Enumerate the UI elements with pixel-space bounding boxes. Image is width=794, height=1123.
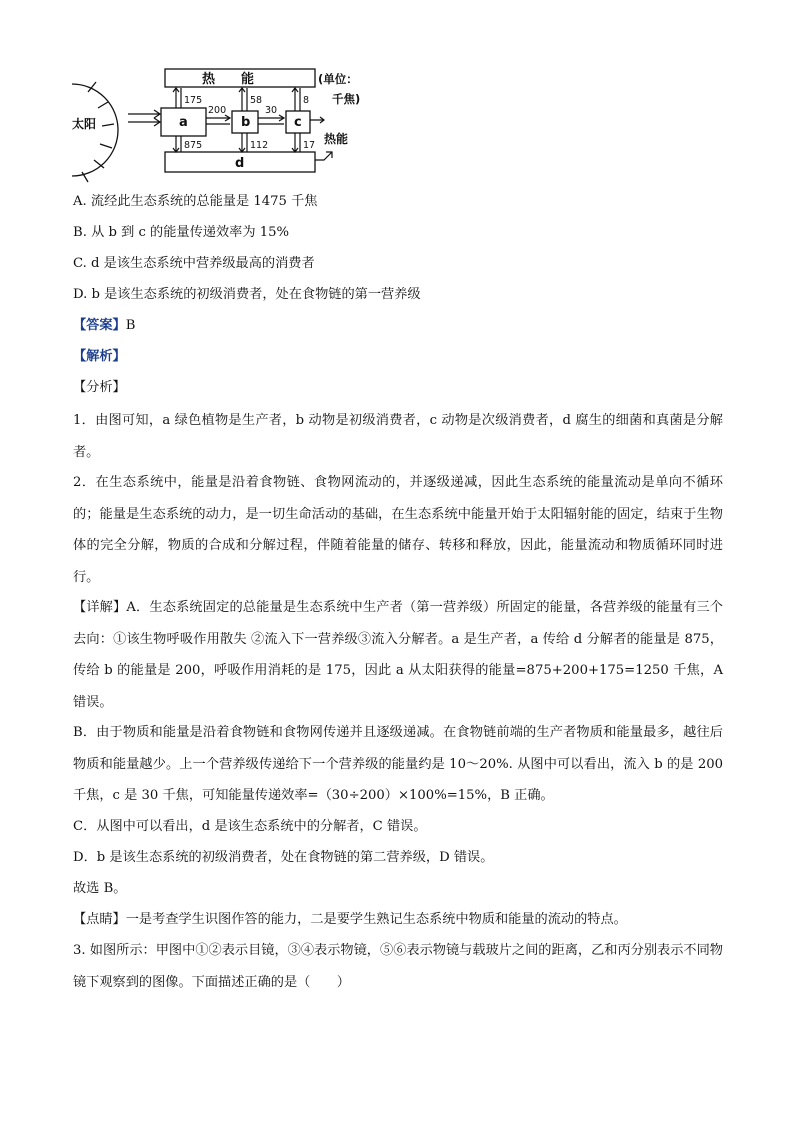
value-a-to-b: 200	[208, 105, 227, 116]
paragraph-3-text: A．生态系统固定的总能量是生态系统中生产者（第一营养级）所固定的能量，各营养级的能量有三个去向：①该生物呼吸作用散失 ②流入下一营养级③流入分解者。a 是生产者，a 传给 d 分解者的能量是 875，传给 b 的能量是 200，呼吸作用消耗的是 175，因此 a 从太阳获得的能量=875+200+175=1250 千焦，A 错误。	[73, 600, 723, 710]
answer-tag: 【答案】	[73, 318, 126, 333]
node-a: a	[179, 115, 188, 130]
value-a-down: 875	[184, 140, 203, 151]
option-c: C. d 是该生态系统中营养级最高的消费者	[73, 256, 315, 271]
node-c: c	[294, 115, 302, 130]
heat-top-label: 热 能	[202, 72, 255, 87]
value-a-up: 175	[184, 95, 203, 106]
energy-flow-diagram	[62, 64, 372, 190]
paragraph-4: B．由于物质和能量是沿着食物链和食物网传递并且逐级递减。在食物链前端的生产者物质和能量最多，越往后物质和能量越少。上一个营养级传递给下一个营养级的能量约是 10～20%. 从图中可以看出，流入 b 的是 200 千焦，c 是 30 千焦，可知能量传递效率=（30÷200）×100%=15%，B 正确。	[73, 725, 723, 803]
value-b-up: 58	[250, 95, 263, 106]
answer-line	[73, 316, 135, 336]
dianjing-tag: 【点睛】	[73, 912, 126, 927]
unit-label-2: 千焦)	[332, 92, 361, 106]
fenxi-tag: 【分析】	[73, 380, 126, 395]
heat-right-label: 热能	[324, 132, 349, 146]
option-a: A. 流经此生态系统的总能量是 1475 千焦	[73, 194, 318, 209]
value-c-up: 8	[303, 95, 310, 106]
option-b: B. 从 b 到 c 的能量传递效率为 15%	[73, 225, 290, 240]
node-b: b	[241, 115, 251, 130]
paragraph-7: 故选 B。	[73, 881, 127, 896]
paragraph-8-text: 一是考查学生识图作答的能力，二是要学生熟记生态系统中物质和能量的流动的特点。	[125, 912, 627, 927]
fenxi-heading	[73, 378, 126, 398]
value-c-down: 17	[303, 140, 316, 151]
paragraph-3	[73, 592, 723, 718]
option-d: D. b 是该生态系统的初级消费者，处在食物链的第一营养级	[73, 287, 421, 302]
analysis-heading	[73, 347, 126, 367]
detail-tag: 【详解】	[73, 600, 127, 615]
paragraph-5: C．从图中可以看出，d 是该生态系统中的分解者，C 错误。	[73, 819, 427, 834]
paragraph-6: D．b 是该生态系统的初级消费者，处在食物链的第二营养级，D 错误。	[73, 850, 494, 865]
analysis-tag: 【解析】	[73, 349, 126, 364]
question-3: 3. 如图所示：甲图中①②表示目镜，③④表示物镜，⑤⑥表示物镜与载玻片之间的距离，乙和丙分别表示不同物镜下观察到的图像。下面描述正确的是（ ）	[73, 943, 723, 990]
paragraph-8	[73, 904, 723, 936]
value-b-to-c: 30	[265, 105, 278, 116]
unit-label: (单位：	[318, 72, 358, 86]
sun-icon	[72, 82, 118, 182]
paragraph-1: 1．由图可知，a 绿色植物是生产者，b 动物是初级消费者，c 动物是次级消费者，d 腐生的细菌和真菌是分解者。	[73, 413, 723, 460]
answer-value: B	[125, 318, 136, 333]
node-d: d	[235, 156, 245, 171]
value-b-down: 112	[250, 140, 269, 151]
sun-label: 太阳	[72, 117, 97, 131]
paragraph-2: 2．在生态系统中，能量是沿着食物链、食物网流动的，并逐级递减，因此生态系统的能量流动是单向不循环的；能量是生态系统的动力，是一切生命活动的基础，在生态系统中能量开始于太阳辐射能的固定，结束于生物体的完全分解，物质的合成和分解过程，伴随着能量的储存、转移和释放，因此，能量流动和物质循环同时进行。	[73, 475, 723, 585]
